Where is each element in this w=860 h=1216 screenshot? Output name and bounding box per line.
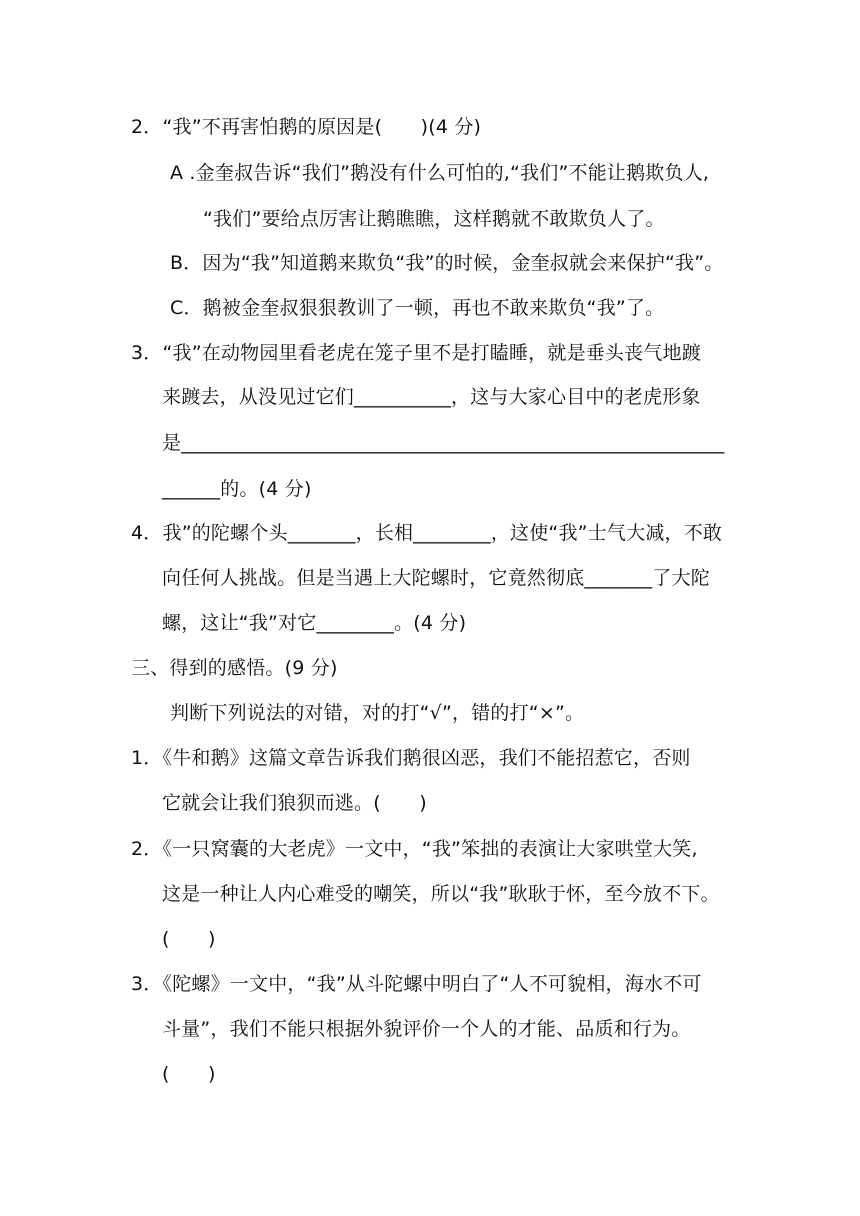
judge-item-1-line-2: 它就会让我们狼狈而逃。( ) (162, 792, 427, 814)
question-2-option-b: B．因为“我”知道鹅来欺负“我”的时候，金奎叔就会来保护“我”。 (170, 252, 724, 274)
judge-item-3-line-1: 3．《陀螺》一文中，“我”从斗陀螺中明白了“人不可貌相，海水不可 (131, 973, 702, 995)
question-4-line-2: 向任何人挑战。但是当遇上大陀螺时，它竟然彻底_______了大陀 (162, 567, 710, 589)
judge-item-3-line-2: 斗量”，我们不能只根据外貌评价一个人的才能、品质和行为。 (162, 1018, 691, 1040)
section-3-instruction: 判断下列说法的对错，对的打“√”，错的打“×”。 (170, 702, 585, 724)
question-2-option-a-continued: “我们”要给点厉害让鹅瞧瞧，这样鹅就不敢欺负人了。 (203, 208, 665, 230)
question-3-line-2: 来踱去，从没见过它们__________，这与大家心目中的老虎形象 (162, 386, 701, 408)
judge-item-1-line-1: 1．《牛和鹅》这篇文章告诉我们鹅很凶恶，我们不能招惹它，否则 (131, 747, 691, 769)
question-3-line-3: 是________________________________________________________ (162, 432, 725, 454)
question-4-line-1: 4．我”的陀螺个头_______，长相________，这使“我”士气大减，不敢 (131, 522, 723, 544)
question-2-option-a: A .金奎叔告诉“我们”鹅没有什么可怕的,“我们”不能让鹅欺负人, (170, 162, 710, 184)
question-4-line-3: 螺，这让“我”对它________。(4 分) (162, 612, 467, 634)
section-3-heading: 三、得到的感悟。(9 分) (131, 657, 338, 679)
judge-item-3-line-3: ( ) (162, 1063, 216, 1085)
question-2-option-c: C．鹅被金奎叔狠狠教训了一顿，再也不敢来欺负“我”了。 (170, 297, 665, 319)
question-2-stem: 2．“我”不再害怕鹅的原因是( )(4 分) (131, 116, 482, 138)
judge-item-2-line-1: 2．《一只窝囊的大老虎》一文中，“我”笨拙的表演让大家哄堂大笑, (131, 838, 698, 860)
question-3-line-1: 3．“我”在动物园里看老虎在笼子里不是打瞌睡，就是垂头丧气地踱 (131, 342, 701, 364)
question-3-line-4: ______的。(4 分) (162, 478, 312, 500)
judge-item-2-line-2: 这是一种让人内心难受的嘲笑，所以“我”耿耿于怀，至今放不下。 (162, 883, 720, 905)
judge-item-2-line-3: ( ) (162, 928, 216, 950)
